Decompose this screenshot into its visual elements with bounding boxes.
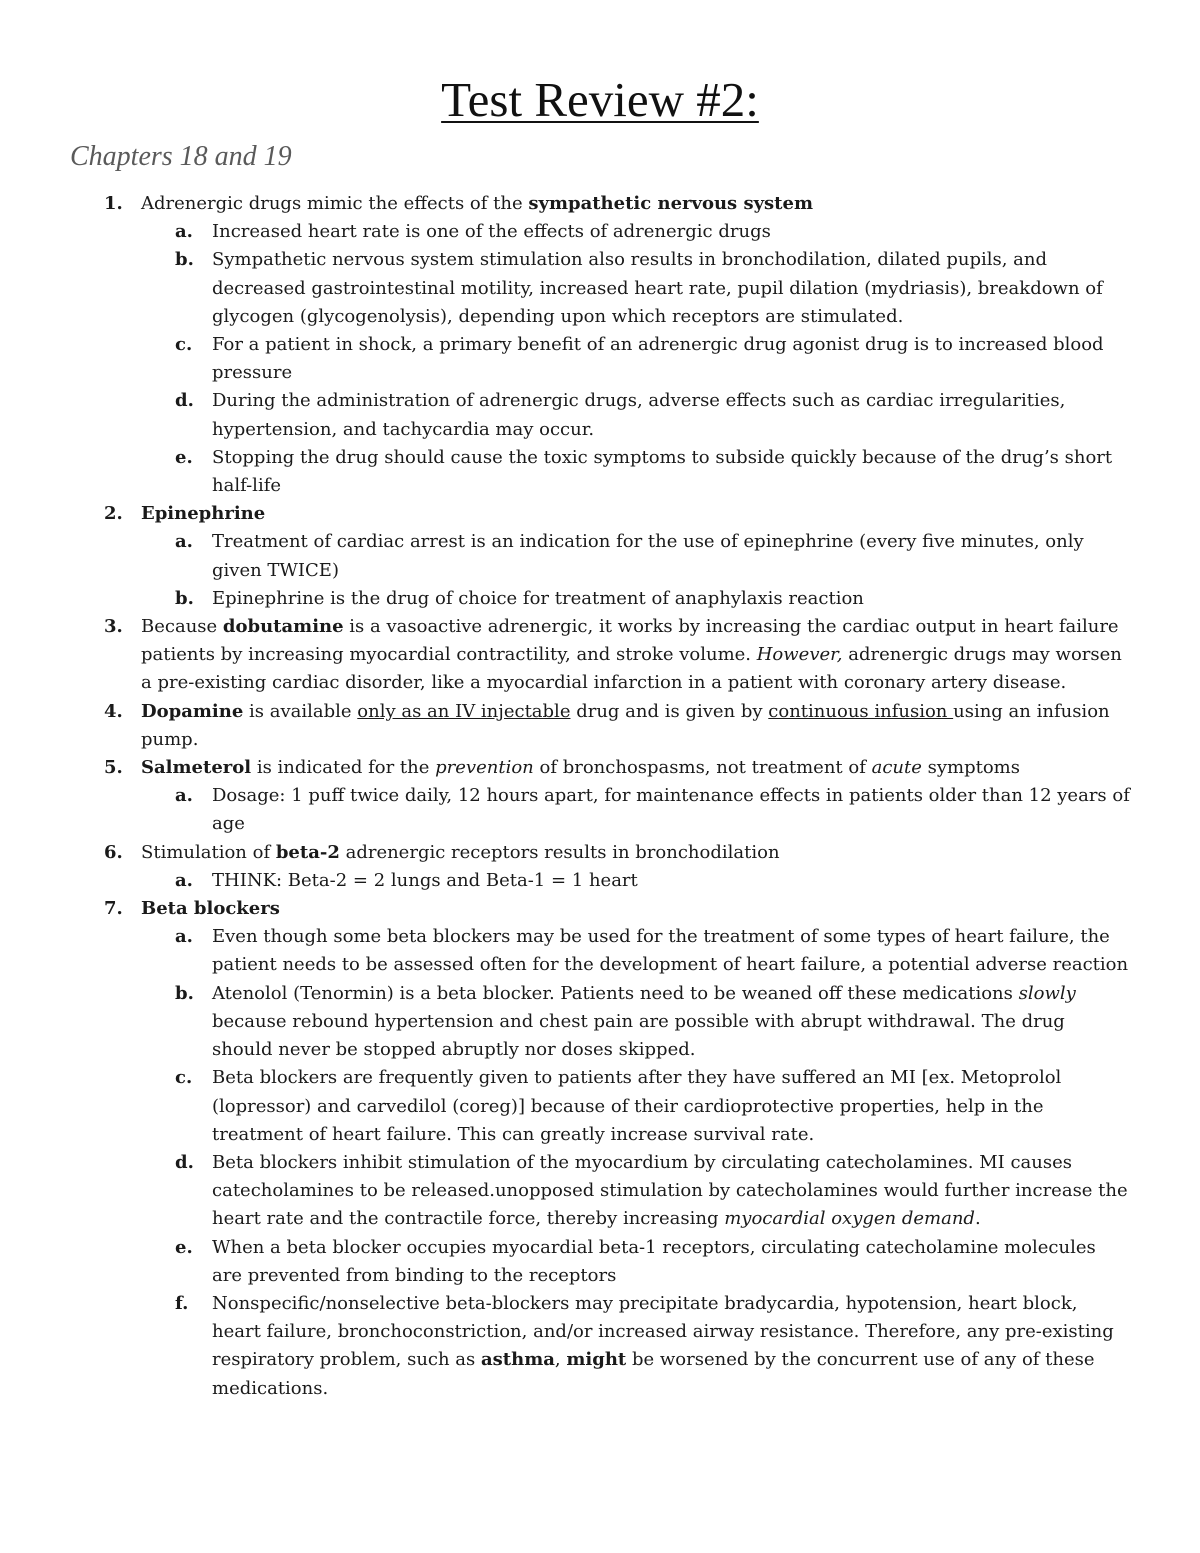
list-item xyxy=(70,500,1130,613)
text-run: Epinephrine is the drug of choice for treatment of anaphylaxis reaction xyxy=(212,587,864,609)
sub-list xyxy=(141,782,1130,838)
sub-item-letter: a. xyxy=(175,221,193,243)
item-number: 5. xyxy=(104,757,123,779)
text-run: Treatment of cardiac arrest is an indication for the use of epinephrine (every five minutes, only given TWICE) xyxy=(212,531,1084,581)
text-run: adrenergic drugs may worsen a pre-existing cardiac disorder, like a myocardial infarction in a patient with coronary artery disease. xyxy=(141,644,1122,694)
text-run: is available xyxy=(243,700,358,722)
sub-item-text xyxy=(212,444,1130,500)
text-run: Beta blockers are frequently given to patients after they have suffered an MI [ex. Metoprolol (lopressor) and carvedilol (coreg)] because of their cardioprotective properties, help in the treatment of heart failure. This can greatly increase survival rate. xyxy=(212,1067,1062,1145)
sub-item-text xyxy=(212,331,1130,387)
list-item xyxy=(70,895,1130,1403)
sub-item-text xyxy=(212,246,1130,331)
sub-list-item xyxy=(141,1290,1130,1403)
item-text xyxy=(141,613,1130,698)
item-number: 2. xyxy=(104,503,123,525)
item-text xyxy=(141,754,1130,782)
sub-item-text xyxy=(212,1149,1130,1234)
text-run: Because xyxy=(141,616,223,638)
item-number: 3. xyxy=(104,616,123,638)
sub-list-item xyxy=(141,1234,1130,1290)
text-run: symptoms xyxy=(921,757,1020,779)
text-run: adrenergic receptors results in bronchodilation xyxy=(339,841,780,863)
sub-item-letter: f. xyxy=(175,1292,189,1314)
sub-item-letter: e. xyxy=(175,446,193,468)
sub-item-letter: b. xyxy=(175,587,194,609)
text-run: acute xyxy=(871,757,922,779)
sub-item-letter: c. xyxy=(175,334,193,356)
sub-item-text xyxy=(212,1064,1130,1149)
text-run: For a patient in shock, a primary benefit of an adrenergic drug agonist drug is to increased blood pressure xyxy=(212,334,1104,384)
sub-item-text xyxy=(212,867,1130,895)
sub-item-letter: e. xyxy=(175,1236,193,1258)
sub-item-letter: a. xyxy=(175,531,193,553)
text-run: Atenolol (Tenormin) is a beta blocker. Patients need to be weaned off these medications xyxy=(212,982,1019,1004)
sub-list xyxy=(141,218,1130,500)
text-run: is a vasoactive adrenergic, it works by increasing the cardiac output in heart failure patients by increasing myocardial contractility, and stroke volume. xyxy=(141,616,1119,666)
text-run: , xyxy=(554,1349,567,1371)
list-item xyxy=(70,613,1130,698)
text-run: However, xyxy=(756,644,843,666)
text-run: Epinephrine xyxy=(141,503,266,525)
text-run: Nonspecific/nonselective beta-blockers may precipitate bradycardia, hypotension, heart block, heart failure, bronchoconstriction, and/or increased airway resistance. Therefore, any pre-existing respiratory problem, such as xyxy=(212,1292,1114,1371)
item-text xyxy=(141,500,1130,528)
sub-list-item xyxy=(141,387,1130,443)
list-item xyxy=(70,190,1130,500)
item-text xyxy=(141,698,1130,754)
text-run: Even though some beta blockers may be used for the treatment of some types of heart failure, the patient needs to be assessed often for the development of heart failure, a potential adverse reaction xyxy=(212,926,1129,976)
sub-list xyxy=(141,528,1130,613)
sub-item-text xyxy=(212,1290,1130,1403)
text-run: be worsened by the concurrent use of any of these medications. xyxy=(212,1349,1095,1399)
item-text xyxy=(141,839,1130,867)
sub-list-item xyxy=(141,782,1130,838)
text-run: only as an IV injectable xyxy=(357,700,571,722)
text-run: During the administration of adrenergic drugs, adverse effects such as cardiac irregularities, hypertension, and tachycardia may occur. xyxy=(212,390,1066,440)
sub-item-letter: d. xyxy=(175,390,194,412)
text-run: slowly xyxy=(1018,982,1076,1004)
sub-item-text xyxy=(212,782,1130,838)
sub-item-text xyxy=(212,1234,1130,1290)
sub-item-text xyxy=(212,387,1130,443)
text-run: continuous infusion xyxy=(768,700,954,722)
sub-item-letter: d. xyxy=(175,1151,194,1173)
text-run: Increased heart rate is one of the effects of adrenergic drugs xyxy=(212,221,771,243)
list-item xyxy=(70,754,1130,839)
sub-item-letter: b. xyxy=(175,982,194,1004)
text-run: is indicated for the xyxy=(251,757,436,779)
item-number: 6. xyxy=(104,841,123,863)
sub-item-text xyxy=(212,218,1130,246)
sub-list-item xyxy=(141,331,1130,387)
sub-item-letter: c. xyxy=(175,1067,193,1089)
list-item xyxy=(70,839,1130,895)
item-number: 1. xyxy=(104,193,123,214)
sub-list-item xyxy=(141,528,1130,584)
text-run: Beta blockers inhibit stimulation of the myocardium by circulating catecholamines. MI causes catecholamines to be released.unopposed stimulation by catecholamines would further increase the heart rate and the contractile force, thereby increasing xyxy=(212,1151,1128,1230)
text-run: Dosage: 1 puff twice daily, 12 hours apart, for maintenance effects in patients older than 12 years of age xyxy=(212,785,1130,835)
item-text xyxy=(141,190,1130,218)
sub-list-item xyxy=(141,1149,1130,1234)
sub-item-letter: a. xyxy=(175,926,193,948)
sub-item-letter: a. xyxy=(175,869,193,891)
text-run: using an infusion pump. xyxy=(141,700,1110,750)
sub-list-item xyxy=(141,980,1130,1065)
text-run: Sympathetic nervous system stimulation also results in bronchodilation, dilated pupils, and decreased gastrointestinal motility, increased heart rate, pupil dilation (mydriasis), breakdown of glycogen (glycogenolysis), depending upon which receptors are stimulated. xyxy=(212,249,1103,327)
text-run: beta-2 xyxy=(275,841,340,863)
text-run: myocardial oxygen demand xyxy=(724,1208,975,1230)
text-run: Stimulation of xyxy=(141,841,276,863)
sub-item-letter: b. xyxy=(175,249,194,271)
text-run: Adrenergic drugs mimic the effects of the xyxy=(141,193,529,214)
text-run: drug and is given by xyxy=(570,700,769,722)
sub-list-item xyxy=(141,1064,1130,1149)
page-title: Test Review #2: xyxy=(441,72,759,127)
text-run: Beta blockers xyxy=(141,898,280,920)
text-run: . xyxy=(974,1208,981,1230)
review-list xyxy=(70,190,1130,1403)
sub-list-item xyxy=(141,246,1130,331)
sub-list-item xyxy=(141,585,1130,613)
sub-item-text xyxy=(212,585,1130,613)
sub-item-letter: a. xyxy=(175,785,193,807)
sub-item-text xyxy=(212,528,1130,584)
text-run: Dopamine xyxy=(141,700,244,722)
sub-list xyxy=(141,867,1130,895)
sub-list xyxy=(141,923,1130,1402)
text-run: because rebound hypertension and chest pain are possible with abrupt withdrawal. The drug should never be stopped abruptly nor doses skipped. xyxy=(212,1010,1065,1061)
text-run: prevention xyxy=(435,757,534,779)
text-run: dobutamine xyxy=(222,616,344,638)
sub-list-item xyxy=(141,923,1130,979)
text-run: might xyxy=(566,1349,627,1371)
text-run: When a beta blocker occupies myocardial beta-1 receptors, circulating catecholamine molecules are prevented from binding to the receptors xyxy=(212,1236,1096,1286)
item-text xyxy=(141,895,1130,923)
text-run: Salmeterol xyxy=(141,757,252,779)
item-number: 4. xyxy=(104,700,123,722)
text-run: asthma xyxy=(481,1349,555,1371)
text-run: THINK: Beta-2 = 2 lungs and Beta-1 = 1 heart xyxy=(212,869,638,891)
page-subtitle: Chapters 18 and 19 xyxy=(70,141,292,172)
text-run: of bronchospasms, not treatment of xyxy=(533,757,872,779)
sub-item-text xyxy=(212,923,1130,979)
sub-list-item xyxy=(141,867,1130,895)
text-run: Stopping the drug should cause the toxic symptoms to subside quickly because of the drug’s short half-life xyxy=(212,446,1113,497)
sub-item-text xyxy=(212,980,1130,1065)
text-run: sympathetic nervous system xyxy=(528,193,813,214)
sub-list-item xyxy=(141,218,1130,246)
item-number: 7. xyxy=(104,898,123,920)
list-item xyxy=(70,698,1130,754)
sub-list-item xyxy=(141,444,1130,500)
